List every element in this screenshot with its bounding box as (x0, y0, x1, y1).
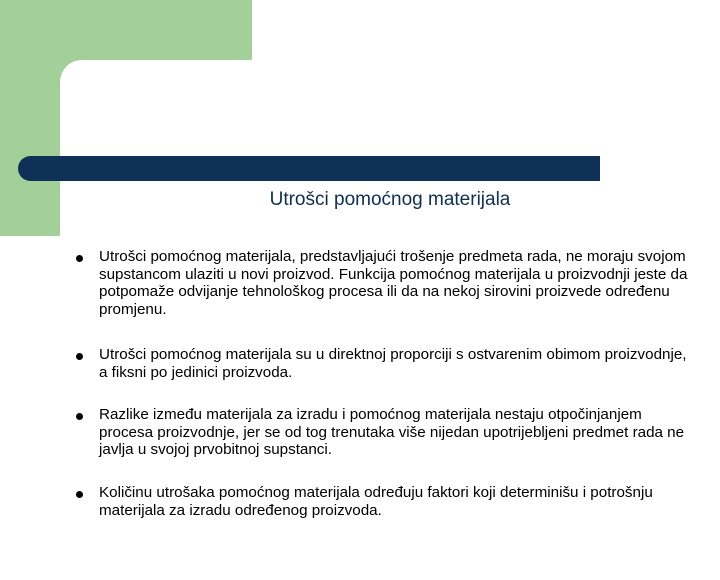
title-bar (18, 156, 600, 181)
bullet-dot-icon (76, 353, 83, 360)
bullet-text: Količinu utrošaka pomoćnog materijala određuju faktori koji determinišu i potrošnju materijala za izradu određenog proizvoda. (99, 484, 653, 519)
bullet-dot-icon (76, 255, 83, 262)
bullet-item (76, 484, 700, 519)
bullet-text: Utrošci pomoćnog materijala su u direktnoj proporciji s ostvarenim obimom proizvodnje, a fiksni po jedinici proizvoda. (99, 346, 687, 381)
bullet-dot-icon (76, 491, 83, 498)
bullet-text: Utrošci pomoćnog materijala, predstavljajući trošenje predmeta rada, ne moraju svojom supstancom ulaziti u novi proizvod. Funkcija pomoćnog materijala u proizvodnji jeste da potpomaže odvijanje tehnološkog procesa ili da na nekoj sirovini proizvede određenu promjenu. (99, 248, 688, 318)
bullet-text: Razlike između materijala za izradu i pomoćnog materijala nestaju otpočinjanjem procesa proizvodnje, jer se od tog trenutaka više nijedan upotrijebljeni predmet rada ne javlja u svojoj prvobitnoj supstanci. (99, 406, 685, 458)
bullet-item (76, 406, 700, 459)
bullet-item (76, 346, 700, 381)
slide-title: Utrošci pomoćnog materijala (269, 189, 511, 210)
bullet-dot-icon (76, 413, 83, 420)
bullet-item (76, 248, 700, 318)
